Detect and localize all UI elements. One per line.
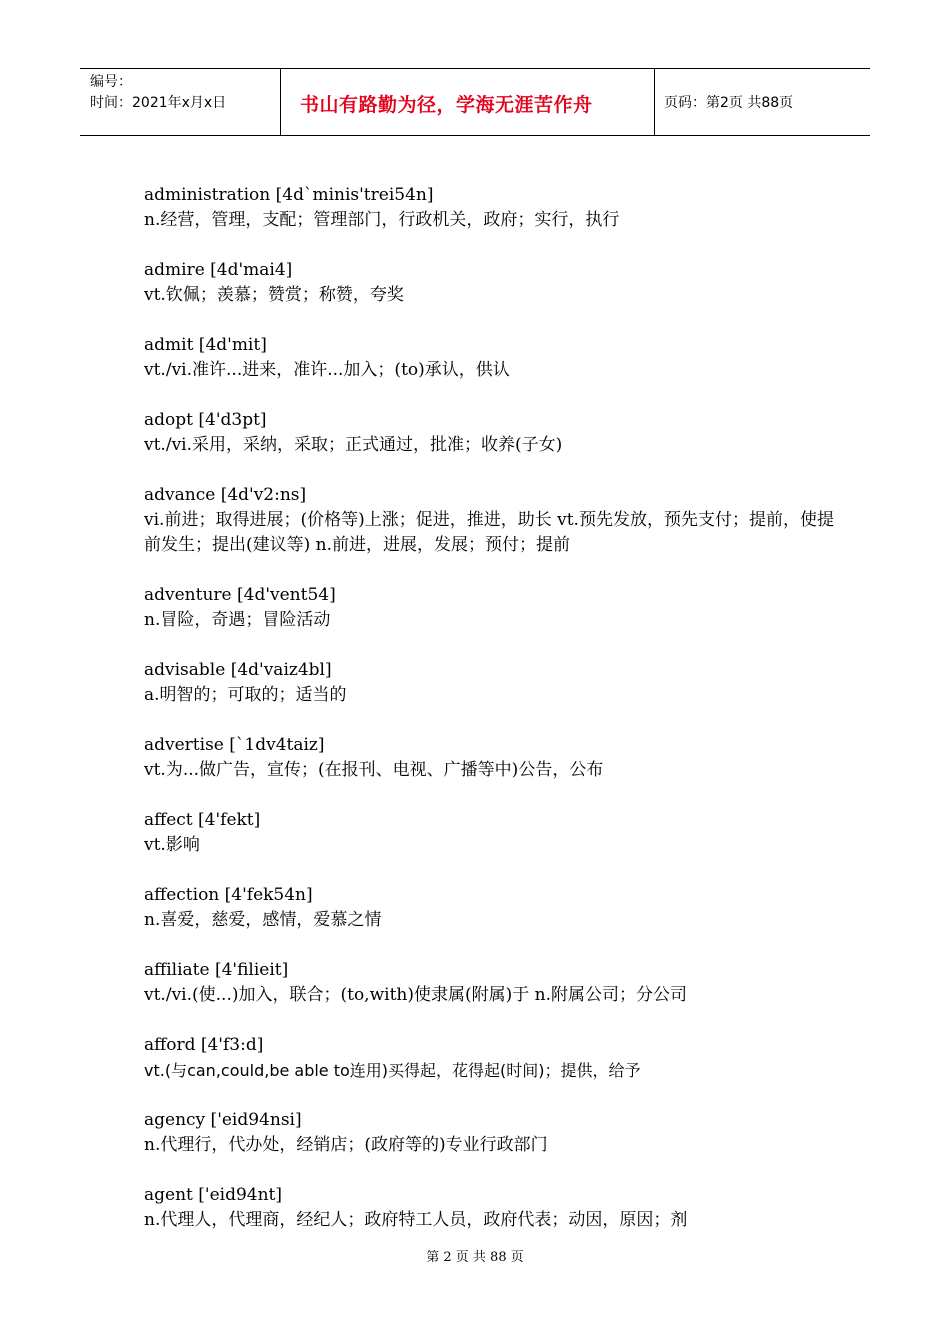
entry-headword: agent ['eid94nt] xyxy=(144,1185,282,1205)
vocab-entry xyxy=(144,183,844,233)
header-motto-cell xyxy=(281,69,655,135)
entry-definition: vt.钦佩；羡慕；赞赏；称赞，夸奖 xyxy=(144,285,404,305)
entry-headword: advance [4d'v2:ns] xyxy=(144,485,307,505)
vocab-entry xyxy=(144,583,844,633)
entry-definition: n.喜爱，慈爱，感情，爱慕之情 xyxy=(144,910,382,930)
header-meta xyxy=(80,69,281,135)
entry-definition: vt.影响 xyxy=(144,835,200,855)
vocab-entry xyxy=(144,958,844,1008)
entry-headword: affect [4'fekt] xyxy=(144,810,261,830)
vocab-entry xyxy=(144,808,844,858)
header-page-info: 页码：第2页 共88页 xyxy=(664,95,794,111)
vocab-entry xyxy=(144,658,844,708)
entry-headword: advisable [4d'vaiz4bl] xyxy=(144,660,332,680)
entry-headword: advertise [`1dv4taiz] xyxy=(144,735,325,755)
entry-definition: n.冒险，奇遇；冒险活动 xyxy=(144,610,331,630)
entry-headword: affection [4'fek54n] xyxy=(144,885,313,905)
vocab-entry xyxy=(144,258,844,308)
entry-definition: n.代理行，代办处，经销店；(政府等的)专业行政部门 xyxy=(144,1135,548,1155)
entry-headword: afford [4'f3:d] xyxy=(144,1035,264,1055)
entry-headword: affiliate [4'filieit] xyxy=(144,960,289,980)
entry-definition: a.明智的；可取的；适当的 xyxy=(144,685,347,705)
entry-definition: n.经营，管理，支配；管理部门，行政机关，政府；实行，执行 xyxy=(144,210,620,230)
entry-headword: adventure [4d'vent54] xyxy=(144,585,336,605)
vocab-entry xyxy=(144,883,844,933)
vocab-entry xyxy=(144,1033,844,1083)
vocab-entry xyxy=(144,733,844,783)
entry-headword: admire [4d'mai4] xyxy=(144,260,293,280)
vocab-entry xyxy=(144,333,844,383)
entry-headword: administration [4d`minis'trei54n] xyxy=(144,185,434,205)
entry-definition: n.代理人，代理商，经纪人；政府特工人员，政府代表；动因，原因；剂 xyxy=(144,1210,688,1230)
entry-definition: vt./vi.准许...进来，准许...加入；(to)承认，供认 xyxy=(144,360,510,380)
entry-definition: vt./vi.采用，采纳，采取；正式通过，批准；收养(子女) xyxy=(144,435,563,455)
header-motto: 书山有路勤为径，学海无涯苦作舟 xyxy=(300,94,593,116)
entry-definition: vt./vi.(使...)加入，联合；(to,with)使隶属(附属)于 n.附属公司；分公司 xyxy=(144,985,688,1005)
entry-headword: adopt [4'd3pt] xyxy=(144,410,267,430)
page-footer: 第 2 页 共 88 页 xyxy=(426,1250,524,1265)
vocab-entry xyxy=(144,1183,844,1233)
vocab-entry xyxy=(144,1108,844,1158)
header-page-cell xyxy=(655,69,870,135)
document-date: 时间：2021年x月x日 xyxy=(90,95,227,111)
document-number-label: 编号： xyxy=(90,74,132,90)
entry-definition: vt.(与can,could,be able to连用)买得起，花得起(时间)；提供，给予 xyxy=(144,1061,641,1080)
entry-headword: agency ['eid94nsi] xyxy=(144,1110,302,1130)
vocab-entry xyxy=(144,483,844,558)
entry-definition: vt.为...做广告，宣传；(在报刊、电视、广播等中)公告，公布 xyxy=(144,760,604,780)
vocab-entry xyxy=(144,408,844,458)
entry-headword: admit [4d'mit] xyxy=(144,335,267,355)
entry-definition: vi.前进；取得进展；(价格等)上涨；促进，推进，助长 vt.预先发放，预先支付；提前，使提前发生；提出(建议等) n.前进，进展，发展；预付；提前 xyxy=(144,510,834,555)
vocabulary-list xyxy=(144,183,844,1258)
page-header xyxy=(80,68,870,136)
